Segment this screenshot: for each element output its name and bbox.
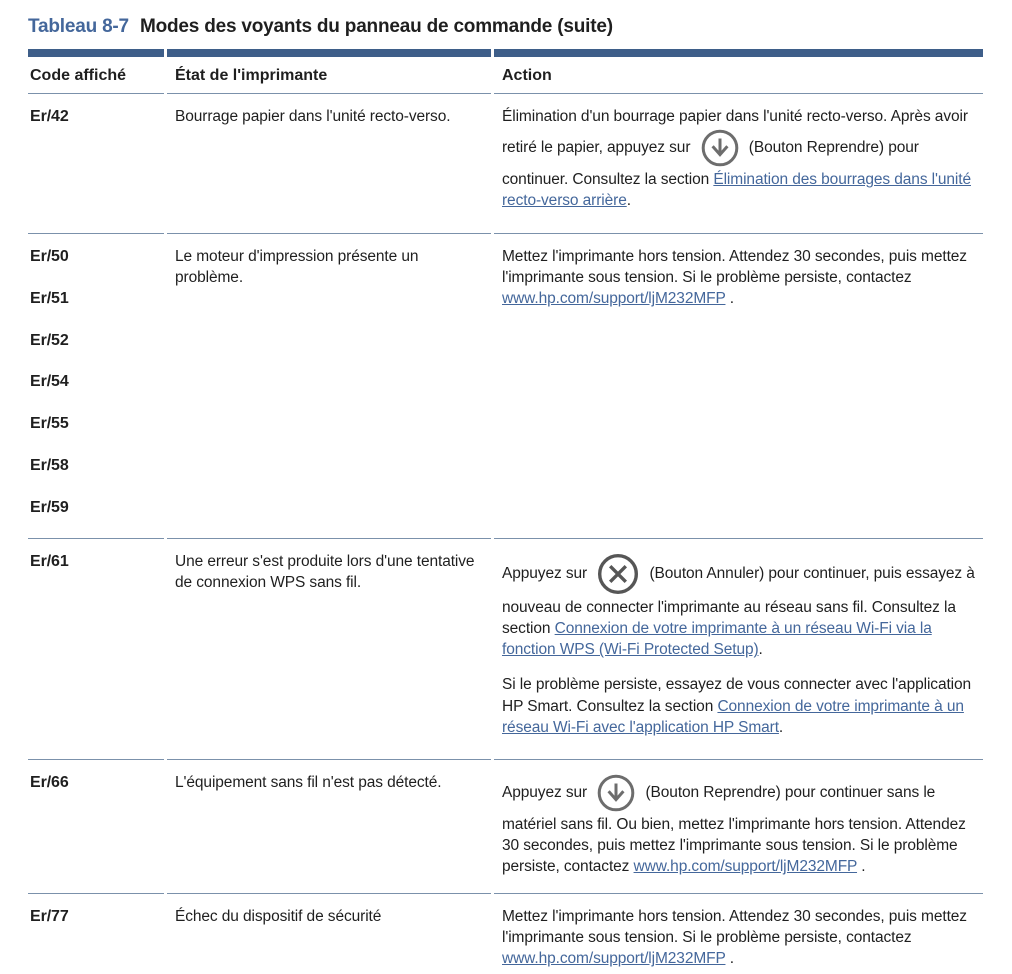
error-code: Er/61 (30, 553, 69, 571)
action-paragraph (502, 772, 975, 877)
action-text: . (857, 858, 866, 876)
action-paragraph (502, 246, 975, 309)
action-cell (494, 759, 983, 893)
error-code: Er/50 (30, 248, 69, 265)
error-code: Er/51 (30, 289, 69, 307)
error-code: Er/55 (30, 415, 69, 432)
action-cell (494, 893, 983, 974)
action-cell (494, 233, 983, 538)
error-code: Er/52 (30, 331, 69, 349)
column-header-state: État de l'imprimante (175, 67, 328, 84)
action-text: (Bouton Annuler) pour continuer, puis essayez à nouveau de connecter l'imprimante au réseau sans fil. Consultez la section (502, 565, 975, 638)
action-text: . (725, 950, 734, 968)
action-text: . (778, 718, 784, 736)
action-cell (494, 538, 983, 759)
action-text: Mettez l'imprimante hors tension. Attendez 30 secondes, puis mettez l'imprimante sous tension. Si le problème persiste, contactez (502, 908, 967, 947)
action-text: . (758, 641, 763, 659)
code-cell (28, 893, 164, 974)
state-cell (167, 233, 491, 538)
state-text: Une erreur s'est produite lors d'une tentative de connexion WPS sans fil. (175, 553, 475, 592)
code-cell (28, 233, 164, 538)
error-code: Er/59 (30, 498, 69, 516)
action-text: Appuyez sur (502, 565, 592, 583)
state-cell (167, 893, 491, 974)
table-row (28, 93, 983, 233)
action-text: . (725, 290, 734, 308)
action-text: (Bouton Reprendre) pour continuer sans le matériel sans fil. Ou bien, mettez l'imprimante hors tension. Attendez 30 secondes, puis mettez l'imprimante sous tension. Si le problème persiste, contactez (502, 784, 966, 876)
state-cell (167, 538, 491, 759)
action-paragraph (502, 551, 975, 660)
action-paragraph (502, 106, 975, 211)
table-row (28, 759, 983, 893)
action-paragraph (502, 674, 975, 737)
table-title-text: Modes des voyants du panneau de commande (suite) (139, 16, 613, 37)
table-row (28, 233, 983, 538)
support-url-link[interactable]: www.hp.com/support/ljM232MFP (502, 290, 726, 308)
table-row (28, 538, 983, 759)
table-label: Tableau 8-7 (28, 16, 129, 37)
column-header-action: Action (502, 67, 552, 84)
cancel-button-icon (596, 552, 640, 596)
support-url-link[interactable]: www.hp.com/support/ljM232MFP (633, 858, 858, 876)
error-code: Er/42 (30, 108, 69, 125)
action-text: Appuyez sur (502, 784, 592, 802)
section-link[interactable]: Connexion de votre imprimante à un réseau Wi-Fi via la fonction WPS (Wi-Fi Protected Setup) (502, 620, 932, 659)
section-link[interactable]: Élimination des bourrages dans l'unité recto-verso arrière (502, 171, 971, 210)
action-paragraph (502, 906, 975, 969)
table-row (28, 893, 983, 974)
error-code: Er/54 (30, 373, 69, 391)
error-code: Er/77 (30, 908, 69, 926)
table-header-row (28, 57, 983, 93)
action-text: . (626, 192, 631, 210)
error-code: Er/66 (30, 774, 69, 792)
state-text: L'équipement sans fil n'est pas détecté. (175, 774, 442, 792)
section-link[interactable]: Connexion de votre imprimante à un réseau Wi-Fi avec l'application HP Smart (502, 697, 964, 736)
action-text: Si le problème persiste, essayez de vous connecter avec l'application HP Smart. Consultez la section (502, 676, 972, 715)
state-text: Bourrage papier dans l'unité recto-verso. (175, 108, 451, 125)
error-code: Er/58 (30, 456, 69, 474)
action-text: Mettez l'imprimante hors tension. Attendez 30 secondes, puis mettez l'imprimante sous tension. Si le problème persiste, contactez (502, 248, 967, 287)
resume-button-icon (596, 773, 636, 813)
support-url-link[interactable]: www.hp.com/support/ljM232MFP (502, 950, 726, 968)
state-cell (167, 759, 491, 893)
state-cell (167, 93, 491, 233)
code-cell (28, 93, 164, 233)
table-title (28, 16, 983, 38)
resume-button-icon (700, 128, 740, 168)
column-header-code: Code affiché (30, 67, 127, 84)
code-cell (28, 759, 164, 893)
state-text: Le moteur d'impression présente un problème. (175, 248, 419, 287)
action-text: Élimination d'un bourrage papier dans l'unité recto-verso. Après avoir retiré le papier, appuyez sur (502, 108, 968, 157)
action-text: (Bouton Reprendre) pour continuer. Consultez la section (502, 139, 919, 189)
state-text: Échec du dispositif de sécurité (175, 908, 382, 926)
action-cell (494, 93, 983, 233)
code-cell (28, 538, 164, 759)
table-top-border (28, 49, 983, 57)
